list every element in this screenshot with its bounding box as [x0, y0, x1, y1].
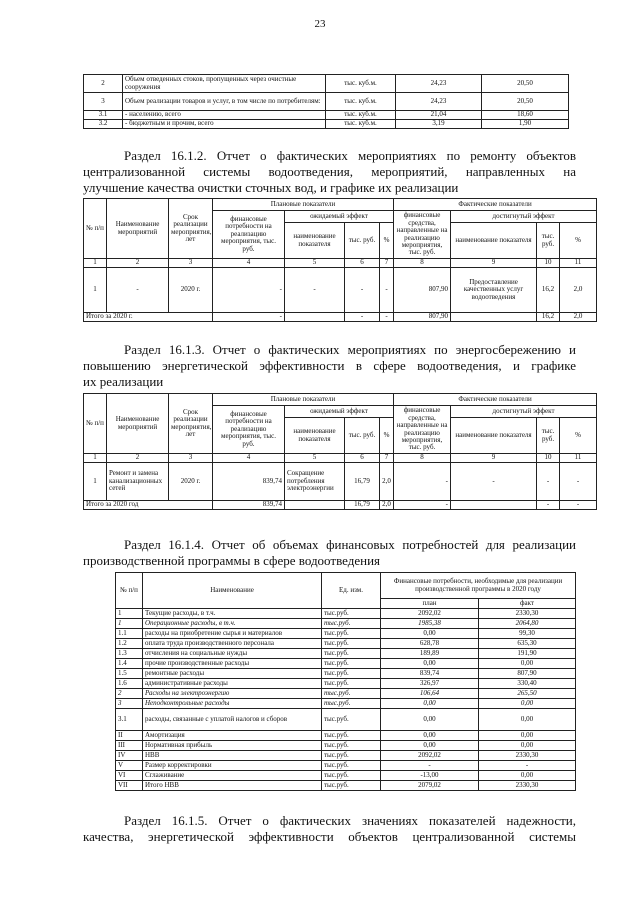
section-16-1-5-line: качества, энергетической эффективности объектов централизованной системы	[83, 829, 576, 844]
table-cell: тыс.руб.	[322, 679, 381, 689]
table-cell: 635,30	[479, 639, 576, 649]
table-cell: НВВ	[143, 751, 322, 761]
table-cell: 807,90	[479, 669, 576, 679]
col-number: № п/п	[84, 199, 107, 259]
table-cell: 807,90	[394, 268, 451, 313]
planned-finance: финансовые потребности на реализацию мероприятия, тыс. руб.	[213, 406, 285, 454]
table-cell: Текущие расходы, в т.ч.	[143, 609, 322, 619]
table-cell: 2,0	[380, 501, 394, 510]
unit-trub: тыс. руб.	[345, 223, 380, 259]
table-cell: 2	[107, 454, 169, 463]
unit-trub: тыс. руб.	[537, 223, 560, 259]
table-cell: 191,90	[479, 649, 576, 659]
table-cell: 807,90	[394, 313, 451, 322]
table-cell	[285, 313, 345, 322]
page-number: 23	[314, 18, 326, 30]
table-cell: 2092,02	[381, 751, 479, 761]
table-cell: -	[213, 313, 285, 322]
table-cell: Нормативная прибыль	[143, 741, 322, 751]
table-cell: -	[394, 463, 451, 501]
table-cell: 0,00	[381, 629, 479, 639]
table-cell: 3	[169, 259, 213, 268]
table-cell: тыс.руб.	[322, 771, 381, 781]
table-cell: -	[380, 268, 394, 313]
table-cell: 2092,02	[381, 609, 479, 619]
col-measure: Наименование мероприятий	[107, 394, 169, 454]
table-cell: расходы, связанные с уплатой налогов и сборов	[143, 709, 322, 731]
table-cell: отчисления на социальные нужды	[143, 649, 322, 659]
table-cell: -13,00	[381, 771, 479, 781]
col-unit: Ед. изм.	[322, 573, 381, 609]
table-cell: 2330,30	[479, 781, 576, 791]
table-cell: 1.1	[116, 629, 143, 639]
table-cell: -	[107, 268, 169, 313]
table-row	[116, 751, 576, 761]
section-16-1-4-line: производственной программы в сфере водоотведения	[83, 553, 381, 568]
actual-header: Фактические показатели	[394, 394, 597, 406]
table-cell: 2079,02	[381, 781, 479, 791]
table-cell: -	[213, 268, 285, 313]
table-cell: 1	[116, 609, 143, 619]
table-cell: 839,74	[381, 669, 479, 679]
table-cell: 10	[537, 454, 560, 463]
table-cell: VII	[116, 781, 143, 791]
total-row	[84, 501, 597, 510]
table-cell: 8	[394, 259, 451, 268]
table-row	[116, 689, 576, 699]
table-row	[116, 731, 576, 741]
table-cell: Расходы на электроэнергию	[143, 689, 322, 699]
section-16-1-3-title: Раздел 16.1.3. Отчет о фактических мероприятиях по энергосбережению и	[124, 342, 576, 357]
table-cell	[451, 501, 537, 510]
table-cell: -	[345, 268, 380, 313]
table-cell: 4	[213, 259, 285, 268]
table-cell: тыс. куб.м.	[326, 75, 396, 93]
table-cell: 1	[84, 268, 107, 313]
achieved-effect: достигнутый эффект	[451, 406, 597, 418]
table-cell: -	[560, 463, 597, 501]
table-cell: 2064,80	[479, 619, 576, 629]
financial-needs-table	[115, 572, 576, 791]
table-cell: 0,00	[381, 731, 479, 741]
table-cell: -	[479, 761, 576, 771]
achieved-effect: достигнутый эффект	[451, 211, 597, 223]
col-number: № п/п	[84, 394, 107, 454]
table-cell: -	[285, 268, 345, 313]
table-cell: тыс. куб.м.	[326, 111, 396, 120]
table-row	[116, 771, 576, 781]
table-cell	[451, 313, 537, 322]
table-cell: 2	[84, 75, 123, 93]
section-16-1-3-lines: повышению энергетической эффективности в сфере водоотведения, и графике их реализации	[83, 358, 576, 389]
table-cell: 839,74	[213, 501, 285, 510]
table-cell: тыс. куб.м.	[326, 120, 396, 129]
actual-header: Фактические показатели	[394, 199, 597, 211]
table-cell: 330,40	[479, 679, 576, 689]
table-cell: IV	[116, 751, 143, 761]
indicator-name: наименование показателя	[451, 418, 537, 454]
table-cell: - населению, всего	[123, 111, 326, 120]
table-row	[84, 111, 569, 120]
table-cell: 3.1	[116, 709, 143, 731]
table-cell: 9	[451, 454, 537, 463]
table-cell: 3,19	[396, 120, 482, 129]
table-cell: 265,50	[479, 689, 576, 699]
col-plan: план	[381, 599, 479, 609]
table-cell: Итого за 2020 г.	[84, 313, 213, 322]
table-cell: 0,00	[479, 741, 576, 751]
table-cell: 1.3	[116, 649, 143, 659]
table-cell: VI	[116, 771, 143, 781]
table-cell: 6	[345, 454, 380, 463]
table-cell: 1	[116, 619, 143, 629]
table-cell: Объем отведенных стоков, пропущенных через очистные сооружения	[123, 75, 326, 93]
col-name: Наименование	[143, 573, 322, 609]
table-cell: 0,00	[381, 699, 479, 709]
unit-percent: %	[380, 418, 394, 454]
table-row	[84, 120, 569, 129]
table-cell: -	[394, 501, 451, 510]
table-cell: II	[116, 731, 143, 741]
table-row	[84, 75, 569, 93]
table-row	[116, 669, 576, 679]
table-cell: 24,23	[396, 75, 482, 93]
table-cell: 2,0	[380, 463, 394, 501]
table-cell: 0,00	[479, 699, 576, 709]
table-cell: 1.6	[116, 679, 143, 689]
table-cell: 18,60	[482, 111, 569, 120]
table-cell: 1.5	[116, 669, 143, 679]
table-cell: тыс.руб.	[322, 741, 381, 751]
table-cell: 0,00	[479, 771, 576, 781]
table-cell: 3.2	[84, 120, 123, 129]
table-cell: 10	[537, 259, 560, 268]
table-cell: тыс.руб.	[322, 689, 381, 699]
table-cell: оплата труда производственного персонала	[143, 639, 322, 649]
table-cell: 7	[380, 259, 394, 268]
actual-finance: финансовые средства, направленные на реализацию мероприятия, тыс. руб.	[394, 406, 451, 454]
table-cell: 2020 г.	[169, 268, 213, 313]
table-cell: 3	[84, 93, 123, 111]
table-cell: тыс.руб.	[322, 619, 381, 629]
table-cell: ремонтные расходы	[143, 669, 322, 679]
table-cell: III	[116, 741, 143, 751]
table-cell: 16,79	[345, 501, 380, 510]
table-cell: 1.2	[116, 639, 143, 649]
table-cell	[285, 501, 345, 510]
table-cell: тыс. куб.м.	[326, 93, 396, 111]
expected-effect: ожидаемый эффект	[285, 211, 394, 223]
table-cell: Сокращение потребления электроэнергии	[285, 463, 345, 501]
table-cell: -	[380, 313, 394, 322]
table-cell: 16,2	[537, 268, 560, 313]
table-cell: 20,50	[482, 93, 569, 111]
table-cell: -	[537, 501, 560, 510]
table-cell: 4	[213, 454, 285, 463]
table-cell: -	[345, 313, 380, 322]
table-cell: 20,50	[482, 75, 569, 93]
table-row	[116, 629, 576, 639]
table-cell: 5	[285, 259, 345, 268]
table-cell: Сглаживание	[143, 771, 322, 781]
section-16-1-4-title: Раздел 16.1.4. Отчет об объемах финансовых потребностей для реализации	[124, 537, 576, 552]
table-cell: 189,89	[381, 649, 479, 659]
table-cell: - бюджетным и прочим, всего	[123, 120, 326, 129]
unit-percent: %	[560, 418, 597, 454]
table-cell: 3	[116, 699, 143, 709]
table-row	[84, 463, 597, 501]
table-cell: 2	[107, 259, 169, 268]
table-cell: 839,74	[213, 463, 285, 501]
table-cell: 2,0	[560, 313, 597, 322]
expected-effect: ожидаемый эффект	[285, 406, 394, 418]
unit-trub: тыс. руб.	[537, 418, 560, 454]
table-cell: V	[116, 761, 143, 771]
table-cell: Ремонт и замена канализационных сетей	[107, 463, 169, 501]
unit-percent: %	[380, 223, 394, 259]
table-cell: 16,2	[537, 313, 560, 322]
table-cell: 11	[560, 454, 597, 463]
table-cell: 8	[394, 454, 451, 463]
table-cell: тыс.руб.	[322, 669, 381, 679]
table-cell: 24,23	[396, 93, 482, 111]
outflow-volume-table	[83, 74, 569, 129]
repair-measures-table	[83, 198, 597, 322]
table-cell: тыс.руб.	[322, 609, 381, 619]
energy-saving-table	[83, 393, 597, 510]
table-cell: расходы на приобретение сырья и материалов	[143, 629, 322, 639]
table-cell: 11	[560, 259, 597, 268]
table-cell: административные расходы	[143, 679, 322, 689]
col-measure: Наименование мероприятий	[107, 199, 169, 259]
table-cell: тыс.руб.	[322, 731, 381, 741]
table-row	[116, 659, 576, 669]
table-cell: Объем реализации товаров и услуг, в том числе по потребителям:	[123, 93, 326, 111]
table-cell: тыс.руб.	[322, 781, 381, 791]
table-row	[116, 649, 576, 659]
table-cell: Итого НВВ	[143, 781, 322, 791]
table-cell: 99,30	[479, 629, 576, 639]
table-cell: Итого за 2020 год	[84, 501, 213, 510]
table-cell: тыс.руб.	[322, 751, 381, 761]
table-cell: тыс.руб.	[322, 699, 381, 709]
table-cell: 2,0	[560, 268, 597, 313]
table-cell: 326,97	[381, 679, 479, 689]
table-cell: 2020 г.	[169, 463, 213, 501]
unit-trub: тыс. руб.	[345, 418, 380, 454]
col-term: Срок реализации мероприятия, лет	[169, 199, 213, 259]
section-16-1-2-lines: централизованной системы водоотведения, мероприятий, направленных на улучшение качества очистки сточных вод, и графике их реализации	[83, 164, 576, 195]
table-cell: 6	[345, 259, 380, 268]
table-cell: 5	[285, 454, 345, 463]
table-cell: 21,04	[396, 111, 482, 120]
table-cell: тыс.руб.	[322, 659, 381, 669]
table-row	[116, 741, 576, 751]
table-row	[116, 619, 576, 629]
table-cell: 0,00	[381, 709, 479, 731]
table-cell: тыс.руб.	[322, 639, 381, 649]
table-cell: 1	[84, 463, 107, 501]
indicator-name: наименование показателя	[285, 418, 345, 454]
table-cell: тыс.руб.	[322, 709, 381, 731]
table-row	[116, 709, 576, 731]
table-row	[116, 679, 576, 689]
table-row	[116, 761, 576, 771]
total-row	[84, 313, 597, 322]
table-cell: -	[451, 463, 537, 501]
actual-finance: финансовые средства, направленные на реализацию мероприятия, тыс. руб.	[394, 211, 451, 259]
table-cell: Операционные расходы, в т.ч.	[143, 619, 322, 629]
table-cell: 7	[380, 454, 394, 463]
table-cell: 1,90	[482, 120, 569, 129]
section-16-1-5-title: Раздел 16.1.5. Отчет о фактических значениях показателей надежности,	[124, 813, 576, 828]
table-cell: 1	[84, 454, 107, 463]
table-cell: тыс.руб.	[322, 629, 381, 639]
col-number: № п/п	[116, 573, 143, 609]
table-row	[116, 781, 576, 791]
table-cell: Амортизация	[143, 731, 322, 741]
table-cell: 3	[169, 454, 213, 463]
col-finance-needs: Финансовые потребности, необходимые для реализации производственной программы в 2020 году	[381, 573, 576, 599]
table-cell: 1	[84, 259, 107, 268]
table-cell: 0,00	[479, 731, 576, 741]
planned-header: Плановые показатели	[213, 394, 394, 406]
table-cell: 2	[116, 689, 143, 699]
table-cell: Размер корректировки	[143, 761, 322, 771]
table-cell: 1985,38	[381, 619, 479, 629]
table-cell: 16,79	[345, 463, 380, 501]
table-cell: 2330,30	[479, 751, 576, 761]
table-cell: тыс.руб.	[322, 761, 381, 771]
table-cell: прочие производственные расходы	[143, 659, 322, 669]
planned-finance: финансовые потребности на реализацию мероприятия, тыс. руб.	[213, 211, 285, 259]
table-cell: 106,64	[381, 689, 479, 699]
indicator-name: наименование показателя	[451, 223, 537, 259]
table-cell: 9	[451, 259, 537, 268]
table-cell: 0,00	[479, 709, 576, 731]
col-fact: факт	[479, 599, 576, 609]
table-cell: 2330,30	[479, 609, 576, 619]
table-row	[116, 609, 576, 619]
table-cell: 3.1	[84, 111, 123, 120]
table-cell: 628,78	[381, 639, 479, 649]
unit-percent: %	[560, 223, 597, 259]
section-16-1-2-title: Раздел 16.1.2. Отчет о фактических мероприятиях по ремонту объектов	[124, 148, 576, 163]
table-cell: Предоставление качественных услуг водоотведения	[451, 268, 537, 313]
col-term: Срок реализации мероприятия, лет	[169, 394, 213, 454]
table-cell: 0,00	[381, 741, 479, 751]
table-cell: тыс.руб.	[322, 649, 381, 659]
table-row	[84, 93, 569, 111]
table-row	[116, 699, 576, 709]
table-cell: -	[537, 463, 560, 501]
planned-header: Плановые показатели	[213, 199, 394, 211]
table-cell: -	[560, 501, 597, 510]
table-cell: 1.4	[116, 659, 143, 669]
table-row	[116, 639, 576, 649]
table-cell: 0,00	[381, 659, 479, 669]
table-cell: 0,00	[479, 659, 576, 669]
table-row	[84, 268, 597, 313]
table-cell: Неподконтрольные расходы	[143, 699, 322, 709]
indicator-name: наименование показателя	[285, 223, 345, 259]
table-cell: -	[381, 761, 479, 771]
